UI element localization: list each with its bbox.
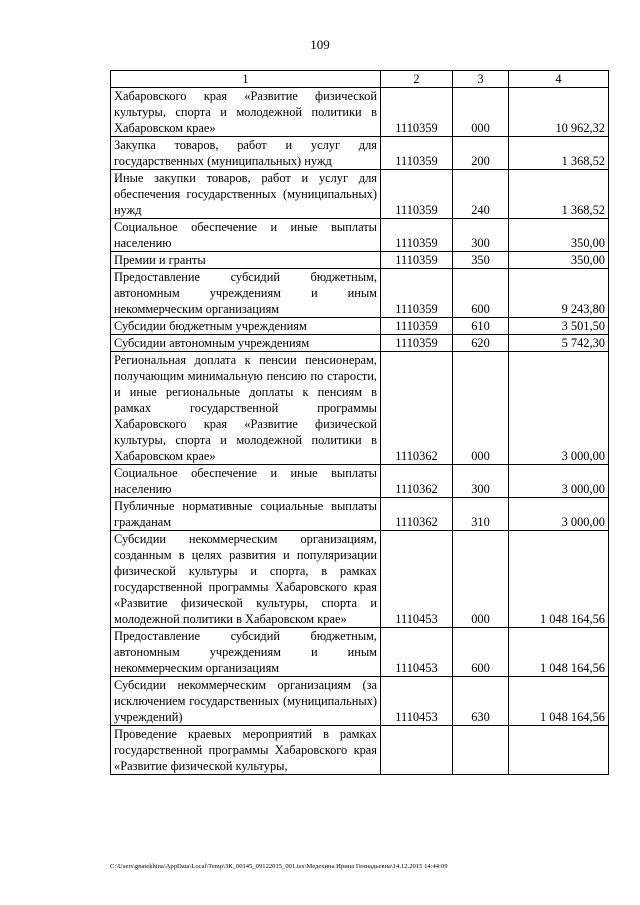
row-code-cell: 1110362 (381, 352, 453, 465)
row-code-cell (381, 726, 453, 775)
header-col-1: 1 (111, 71, 381, 88)
row-amount-cell: 3 000,00 (509, 498, 609, 531)
row-name-cell: Предоставление субсидий бюджетным, автономным учреждениям и иным некоммерческим организациям (111, 269, 381, 318)
row-amount-cell: 1 368,52 (509, 170, 609, 219)
file-path-footer: C:\Users\gnatekhina\AppData\Local\Temp\ЗК_00145_09122015_001.tsx\Медехина Ирина Геннадьевна\14.12.2015 14:44:09 (110, 863, 448, 870)
table-row (111, 498, 609, 531)
table-row (111, 219, 609, 252)
table-row (111, 252, 609, 269)
row-amount-cell: 9 243,80 (509, 269, 609, 318)
table-row (111, 170, 609, 219)
table-row (111, 318, 609, 335)
row-name-cell: Хабаровского края «Развитие физической культуры, спорта и молодежной политики в Хабаровском крае» (111, 88, 381, 137)
row-type-cell: 630 (453, 677, 509, 726)
table-row (111, 677, 609, 726)
row-type-cell: 000 (453, 531, 509, 628)
row-code-cell: 1110359 (381, 269, 453, 318)
row-name-cell: Закупка товаров, работ и услуг для государственных (муниципальных) нужд (111, 137, 381, 170)
row-code-cell: 1110362 (381, 465, 453, 498)
row-amount-cell: 1 048 164,56 (509, 677, 609, 726)
row-amount-cell: 1 048 164,56 (509, 628, 609, 677)
row-amount-cell: 3 000,00 (509, 465, 609, 498)
row-amount-cell: 350,00 (509, 252, 609, 269)
header-col-2: 2 (381, 71, 453, 88)
row-amount-cell (509, 726, 609, 775)
row-name-cell: Субсидии автономным учреждениям (111, 335, 381, 352)
row-name-cell: Субсидии бюджетным учреждениям (111, 318, 381, 335)
row-name-cell: Региональная доплата к пенсии пенсионерам, получающим минимальную пенсию по старости, и иные региональные доплаты к пенсиям в рамках государственной программы Хабаровского края «Развитие физической культуры, спорта и молодежной политики в Хабаровском крае» (111, 352, 381, 465)
row-amount-cell: 1 368,52 (509, 137, 609, 170)
row-name-cell: Социальное обеспечение и иные выплаты населению (111, 465, 381, 498)
row-code-cell: 1110359 (381, 252, 453, 269)
row-name-cell: Субсидии некоммерческим организациям, созданным в целях развития и популяризации физической культуры и спорта, в рамках государственной программы Хабаровского края «Развитие физической культуры, спорта и молодежной политики в Хабаровском крае» (111, 531, 381, 628)
row-code-cell: 1110453 (381, 677, 453, 726)
row-type-cell: 350 (453, 252, 509, 269)
row-type-cell: 300 (453, 219, 509, 252)
row-code-cell: 1110359 (381, 88, 453, 137)
row-type-cell: 240 (453, 170, 509, 219)
row-type-cell: 310 (453, 498, 509, 531)
table-row (111, 726, 609, 775)
row-name-cell: Социальное обеспечение и иные выплаты населению (111, 219, 381, 252)
row-amount-cell: 350,00 (509, 219, 609, 252)
row-code-cell: 1110453 (381, 628, 453, 677)
row-name-cell: Субсидии некоммерческим организациям (за исключением государственных (муниципальных) учреждений) (111, 677, 381, 726)
row-type-cell: 600 (453, 269, 509, 318)
row-code-cell: 1110359 (381, 318, 453, 335)
row-code-cell: 1110359 (381, 137, 453, 170)
row-type-cell: 600 (453, 628, 509, 677)
table-header-row (111, 71, 609, 88)
row-code-cell: 1110359 (381, 219, 453, 252)
header-col-4: 4 (509, 71, 609, 88)
header-col-3: 3 (453, 71, 509, 88)
row-type-cell: 620 (453, 335, 509, 352)
row-code-cell: 1110453 (381, 531, 453, 628)
table-row (111, 137, 609, 170)
row-code-cell: 1110359 (381, 335, 453, 352)
row-name-cell: Публичные нормативные социальные выплаты гражданам (111, 498, 381, 531)
row-name-cell: Иные закупки товаров, работ и услуг для обеспечения государственных (муниципальных) нужд (111, 170, 381, 219)
row-type-cell: 610 (453, 318, 509, 335)
row-name-cell: Проведение краевых мероприятий в рамках государственной программы Хабаровского края «Развитие физической культуры, (111, 726, 381, 775)
table-row (111, 269, 609, 318)
page-number: 109 (310, 37, 330, 52)
table-row (111, 352, 609, 465)
table-row (111, 88, 609, 137)
row-amount-cell: 3 000,00 (509, 352, 609, 465)
row-type-cell (453, 726, 509, 775)
table-row (111, 628, 609, 677)
row-type-cell: 300 (453, 465, 509, 498)
row-amount-cell: 1 048 164,56 (509, 531, 609, 628)
row-amount-cell: 3 501,50 (509, 318, 609, 335)
row-amount-cell: 10 962,32 (509, 88, 609, 137)
row-name-cell: Премии и гранты (111, 252, 381, 269)
row-amount-cell: 5 742,30 (509, 335, 609, 352)
row-name-cell: Предоставление субсидий бюджетным, автономным учреждениям и иным некоммерческим организациям (111, 628, 381, 677)
row-type-cell: 000 (453, 88, 509, 137)
table-row (111, 335, 609, 352)
row-type-cell: 000 (453, 352, 509, 465)
budget-table (110, 70, 609, 775)
row-code-cell: 1110362 (381, 498, 453, 531)
row-type-cell: 200 (453, 137, 509, 170)
table-row (111, 465, 609, 498)
row-code-cell: 1110359 (381, 170, 453, 219)
table-row (111, 531, 609, 628)
